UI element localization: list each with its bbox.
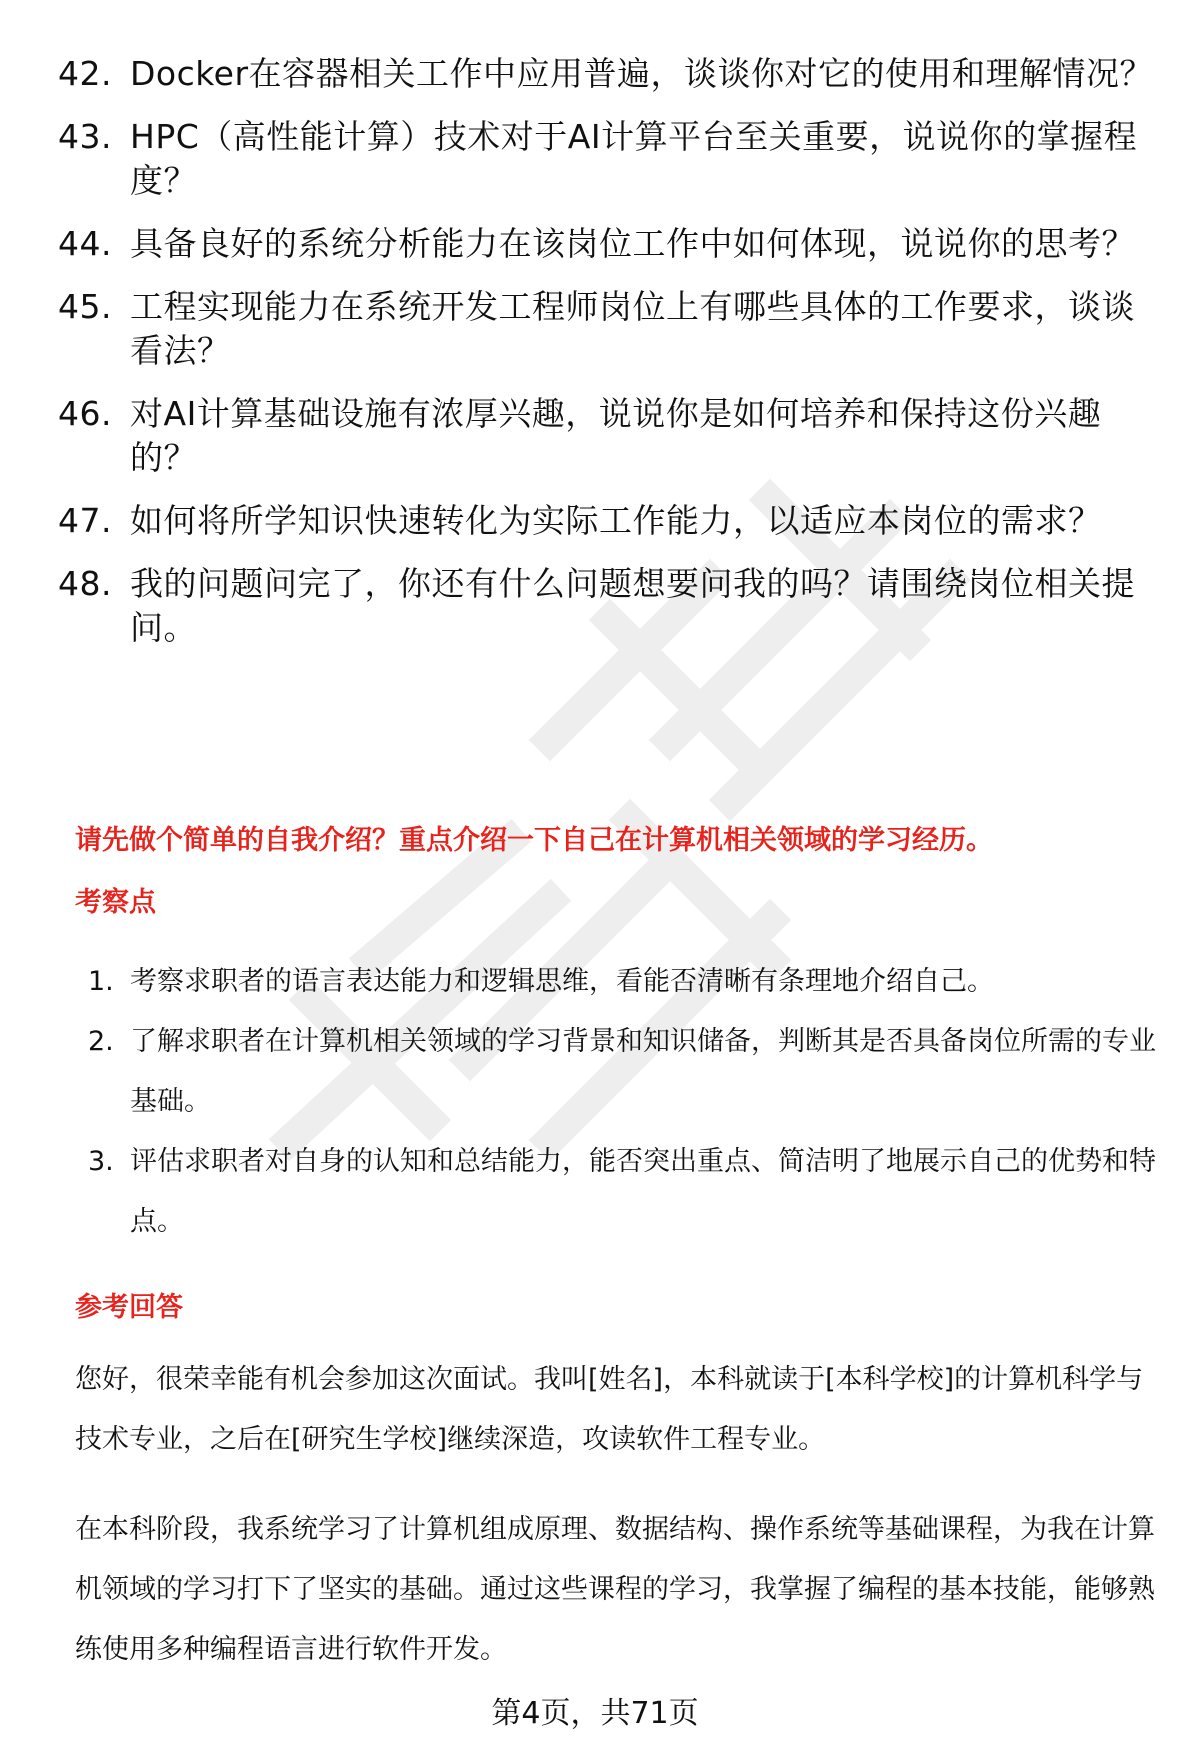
- exam-points-title: 考察点: [75, 887, 156, 918]
- question-text: 如何将所学知识快速转化为实际工作能力，以适应本岗位的需求？: [130, 501, 1102, 540]
- question-list: [58, 52, 1168, 669]
- question-item: [58, 285, 1168, 373]
- question-text: 对AI计算基础设施有浓厚兴趣，说说你是如何培养和保持这份兴趣的？: [130, 394, 1102, 477]
- exam-points-list: [88, 952, 1168, 1252]
- question-number: 43.: [58, 117, 112, 156]
- question-text: 我的问题问完了，你还有什么问题想要问我的吗？请围绕岗位相关提问。: [130, 564, 1135, 647]
- question-number: 46.: [58, 394, 112, 433]
- reference-answer-title: 参考回答: [75, 1292, 183, 1323]
- question-item: [58, 499, 1168, 543]
- question-item: [58, 562, 1168, 650]
- reference-paragraph: 您好，很荣幸能有机会参加这次面试。我叫[姓名]，本科就读于[本科学校]的计算机科学与技术专业，之后在[研究生学校]继续深造，攻读软件工程专业。: [75, 1364, 1144, 1455]
- question-text: 工程实现能力在系统开发工程师岗位上有哪些具体的工作要求，谈谈看法？: [130, 287, 1135, 370]
- exam-point-text: 评估求职者对自身的认知和总结能力，能否突出重点、简洁明了地展示自己的优势和特点。: [130, 1146, 1156, 1237]
- question-text: 具备良好的系统分析能力在该岗位工作中如何体现，说说你的思考？: [130, 224, 1135, 263]
- exam-point-number: 3.: [88, 1146, 114, 1177]
- question-number: 44.: [58, 224, 112, 263]
- exam-point-text: 考察求职者的语言表达能力和逻辑思维，看能否清晰有条理地介绍自己。: [130, 966, 994, 997]
- question-headline: 请先做个简单的自我介绍？重点介绍一下自己在计算机相关领域的学习经历。: [75, 825, 993, 856]
- question-number: 45.: [58, 287, 112, 326]
- question-item: [58, 52, 1168, 96]
- question-item: [58, 115, 1168, 203]
- exam-point-item: [88, 1132, 1168, 1252]
- exam-point-text: 了解求职者在计算机相关领域的学习背景和知识储备，判断其是否具备岗位所需的专业基础。: [130, 1026, 1156, 1117]
- question-text: HPC（高性能计算）技术对于AI计算平台至关重要，说说你的掌握程度？: [130, 117, 1138, 200]
- question-number: 48.: [58, 564, 112, 603]
- reference-paragraph: 在本科阶段，我系统学习了计算机组成原理、数据结构、操作系统等基础课程，为我在计算机领域的学习打下了坚实的基础。通过这些课程的学习，我掌握了编程的基本技能，能够熟练使用多种编程语言进行软件开发。: [75, 1514, 1155, 1665]
- question-number: 42.: [58, 54, 112, 93]
- exam-point-item: [88, 952, 1168, 1012]
- page-number: 第4页，共71页: [491, 1696, 699, 1731]
- exam-point-number: 2.: [88, 1026, 114, 1057]
- question-item: [58, 392, 1168, 480]
- question-item: [58, 222, 1168, 266]
- question-number: 47.: [58, 501, 112, 540]
- exam-point-item: [88, 1012, 1168, 1132]
- exam-point-number: 1.: [88, 966, 114, 997]
- question-text: Docker在容器相关工作中应用普遍，谈谈你对它的使用和理解情况？: [130, 54, 1154, 93]
